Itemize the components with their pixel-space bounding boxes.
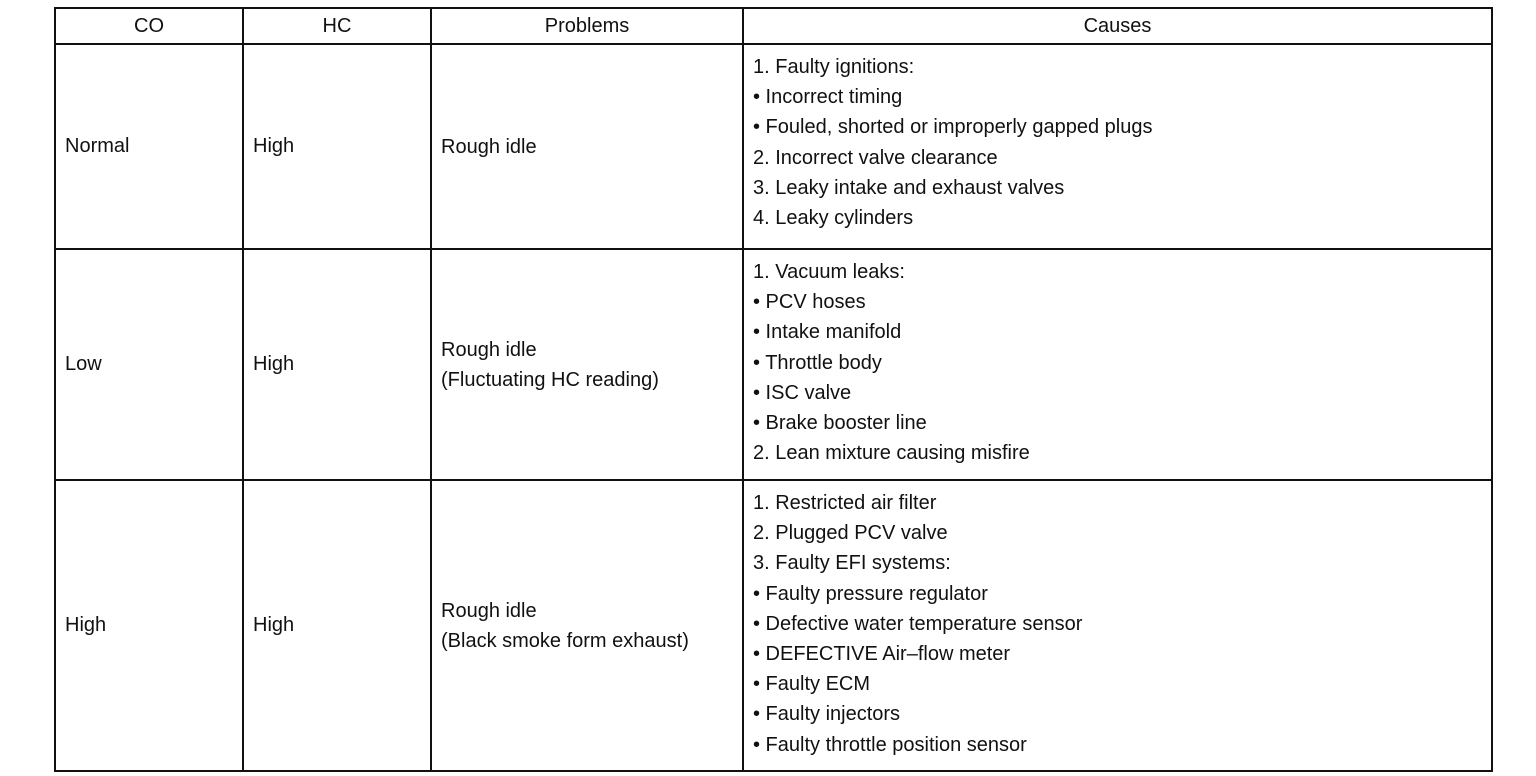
diagnosis-table [54, 7, 1493, 772]
header-row [55, 8, 1492, 44]
problem-line: (Fluctuating HC reading) [441, 368, 659, 391]
header-hc: HC [243, 8, 431, 44]
problem-line: Rough idle [441, 135, 537, 158]
cause-line: • ISC valve [753, 381, 852, 404]
cause-line: • Faulty ECM [753, 673, 871, 696]
problems-cell [431, 480, 743, 771]
cause-line: • Faulty throttle position sensor [753, 733, 1027, 756]
cause-line: • Incorrect timing [753, 86, 903, 109]
header-problems: Problems [431, 8, 743, 44]
cause-line: • DEFECTIVE Air–flow meter [753, 642, 1011, 665]
table-row [55, 249, 1492, 480]
causes-cell [743, 44, 1492, 249]
cause-line: 4. Leaky cylinders [753, 206, 914, 229]
hc-cell: High [243, 249, 431, 480]
problems-cell [431, 249, 743, 480]
co-cell: Low [55, 249, 243, 480]
co-cell: High [55, 480, 243, 771]
cause-line: 2. Lean mixture causing misfire [753, 442, 1030, 465]
cause-line: • Fouled, shorted or improperly gapped plugs [753, 116, 1153, 139]
problems-cell [431, 44, 743, 249]
cause-line: 1. Vacuum leaks: [753, 261, 905, 283]
cause-line: 2. Plugged PCV valve [753, 522, 948, 545]
problem-line: Rough idle [441, 599, 537, 622]
cause-line: 1. Faulty ignitions: [753, 56, 915, 78]
cause-line: • Faulty injectors [753, 703, 901, 726]
causes-cell [743, 249, 1492, 480]
hc-cell: High [243, 480, 431, 771]
cause-line: 3. Leaky intake and exhaust valves [753, 176, 1065, 199]
causes-cell [743, 480, 1492, 771]
cause-line: • PCV hoses [753, 291, 866, 314]
cause-line: • Brake booster line [753, 411, 927, 434]
header-co: CO [55, 8, 243, 44]
table-row [55, 480, 1492, 771]
header-causes: Causes [743, 8, 1492, 44]
cause-line: 1. Restricted air filter [753, 492, 937, 514]
cause-line: • Faulty pressure regulator [753, 582, 988, 605]
problem-line: Rough idle [441, 338, 537, 361]
cause-line: • Throttle body [753, 351, 882, 374]
cause-line: 2. Incorrect valve clearance [753, 146, 998, 169]
cause-line: • Defective water temperature sensor [753, 612, 1083, 635]
co-cell: Normal [55, 44, 243, 249]
cause-line: • Intake manifold [753, 321, 902, 344]
table-row [55, 44, 1492, 249]
problem-line: (Black smoke form exhaust) [441, 629, 689, 652]
cause-line: 3. Faulty EFI systems: [753, 552, 951, 575]
hc-cell: High [243, 44, 431, 249]
